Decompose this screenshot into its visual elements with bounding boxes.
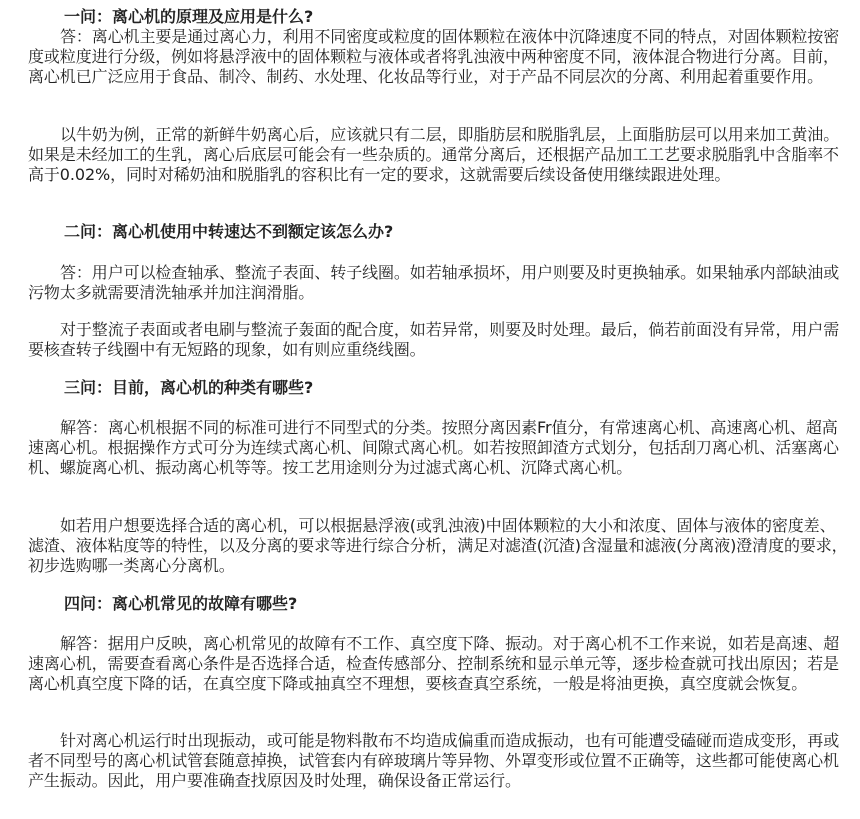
answer-paragraph-2-1: 答：用户可以检查轴承、整流子表面、转子线圈。如若轴承损坏，用户则要及时更换轴承。如果轴承内部缺油或污物太多就需要清洗轴承并加注润滑脂。: [28, 263, 840, 302]
question-heading-3: 三问：目前，离心机的种类有哪些?: [64, 378, 314, 397]
answer-paragraph-4-2: 针对离心机运行时出现振动，或可能是物料散布不均造成偏重而造成振动，也有可能遭受磕碰而造成变形，再或者不同型号的离心机试管套随意掉换，试管套内有碎玻璃片等异物、外罩变形或位置不正确等，这些都可能使离心机产生振动。因此，用户要准确查找原因及时处理，确保设备正常运行。: [28, 731, 840, 790]
answer-paragraph-1-2: 以牛奶为例，正常的新鲜牛奶离心后，应该就只有二层，即脂肪层和脱脂乳层，上面脂肪层可以用来加工黄油。如果是未经加工的生乳，离心后底层可能会有一些杂质的。通常分离后，还根据产品加工工艺要求脱脂乳中含脂率不高于0.02%，同时对稀奶油和脱脂乳的容积比有一定的要求，这就需要后续设备使用继续跟进处理。: [28, 125, 840, 184]
answer-paragraph-1-1: 答：离心机主要是通过离心力，利用不同密度或粒度的固体颗粒在液体中沉降速度不同的特点，对固体颗粒按密度或粒度进行分级，例如将悬浮液中的固体颗粒与液体或者将乳浊液中两种密度不同，液体混合物进行分离。目前，离心机已广泛应用于食品、制冷、制药、水处理、化妆品等行业，对于产品不同层次的分离、利用起着重要作用。: [28, 27, 840, 86]
question-heading-2: 二问：离心机使用中转速达不到额定该怎么办?: [64, 222, 394, 241]
question-heading-1: 一问：离心机的原理及应用是什么?: [64, 7, 314, 26]
question-heading-4: 四问：离心机常见的故障有哪些?: [64, 594, 298, 613]
answer-paragraph-3-1: 解答：离心机根据不同的标准可进行不同型式的分类。按照分离因素Fr值分，有常速离心机、高速离心机、超高速离心机。根据操作方式可分为连续式离心机、间隙式离心机。如若按照卸渣方式划分，包括刮刀离心机、活塞离心机、螺旋离心机、振动离心机等等。按工艺用途则分为过滤式离心机、沉降式离心机。: [28, 418, 839, 477]
answer-paragraph-4-1: 解答：据用户反映，离心机常见的故障有不工作、真空度下降、振动。对于离心机不工作来说，如若是高速、超速离心机，需要查看离心条件是否选择合适，检查传感部分、控制系统和显示单元等，逐步检查就可找出原因；若是离心机真空度下降的话，在真空度下降或抽真空不理想，要核查真空系统，一般是将油更换，真空度就会恢复。: [28, 634, 840, 693]
answer-paragraph-3-2: 如若用户想要选择合适的离心机，可以根据悬浮液(或乳浊液)中固体颗粒的大小和浓度、固体与液体的密度差、滤渣、液体粘度等的特性，以及分离的要求等进行综合分析，满足对滤渣(沉渣)含湿量和滤液(分离液)澄清度的要求，初步选购哪一类离心分离机。: [28, 516, 848, 575]
answer-paragraph-2-2: 对于整流子表面或者电刷与整流子轰面的配合度，如若异常，则要及时处理。最后，倘若前面没有异常，用户需要核查转子线圈中有无短路的现象，如有则应重绕线圈。: [28, 320, 840, 359]
